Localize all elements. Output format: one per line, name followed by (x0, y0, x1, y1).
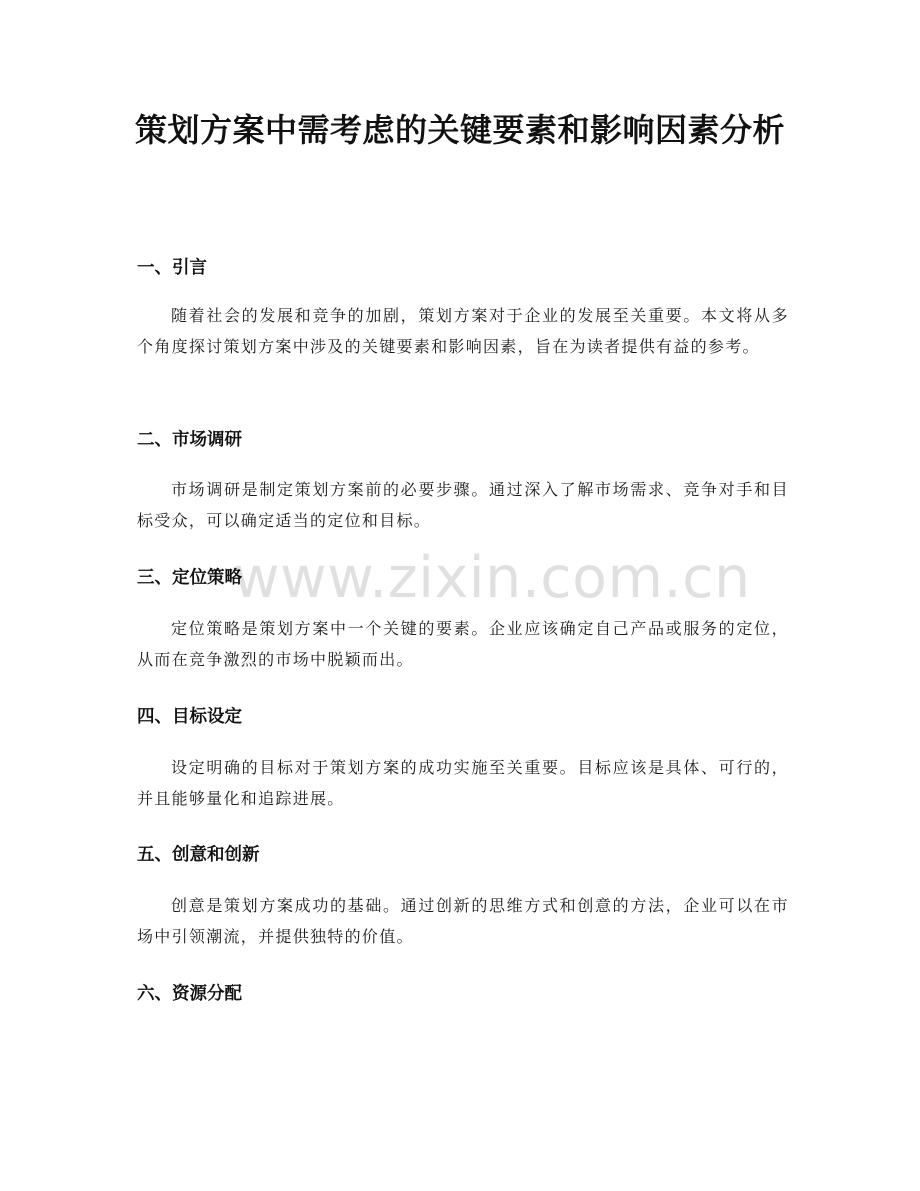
section-paragraph-positioning: 定位策略是策划方案中一个关键的要素。企业应该确定自己产品或服务的定位，从而在竞争激烈的市场中脱颖而出。 (137, 619, 789, 669)
section-heading-market-research: 二、市场调研 (137, 430, 242, 450)
document-title: 策划方案中需考虑的关键要素和影响因素分析 (134, 111, 785, 149)
section-paragraph-goal-setting: 设定明确的目标对于策划方案的成功实施至关重要。目标应该是具体、可行的，并且能够量化和追踪进展。 (137, 758, 789, 808)
section-paragraph-creativity: 创意是策划方案成功的基础。通过创新的思维方式和创意的方法，企业可以在市场中引领潮流，并提供独特的价值。 (137, 896, 789, 946)
section-paragraph-introduction: 随着社会的发展和竞争的加剧，策划方案对于企业的发展至关重要。本文将从多个角度探讨策划方案中涉及的关键要素和影响因素，旨在为读者提供有益的参考。 (137, 306, 789, 356)
section-heading-goal-setting: 四、目标设定 (137, 707, 242, 727)
section-heading-positioning: 三、定位策略 (137, 568, 242, 588)
section-paragraph-market-research: 市场调研是制定策划方案前的必要步骤。通过深入了解市场需求、竞争对手和目标受众，可以确定适当的定位和目标。 (137, 480, 789, 530)
section-heading-resource-allocation: 六、资源分配 (137, 984, 242, 1004)
section-heading-creativity: 五、创意和创新 (137, 845, 260, 865)
watermark: www.zixin.com.cn (233, 545, 751, 611)
section-heading-introduction: 一、引言 (137, 258, 207, 278)
